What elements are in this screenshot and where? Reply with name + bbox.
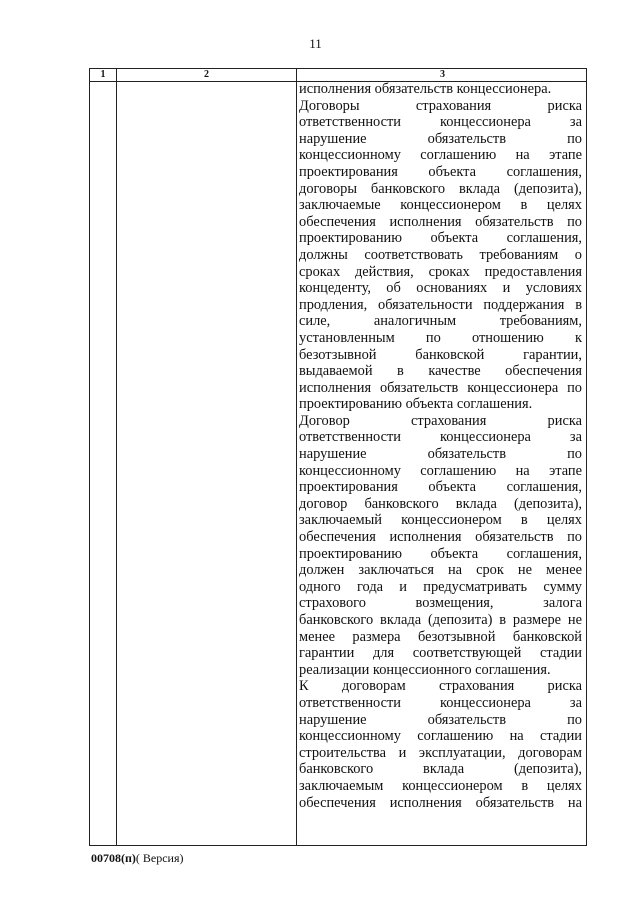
text-line: ответственности концессионера за (299, 114, 582, 131)
text-line: гарантии для соответствующей стадии (299, 645, 582, 662)
text-line: должен заключаться на срок не менее (299, 562, 582, 579)
text-line: безотзывной банковской гарантии, (299, 346, 582, 363)
column-divider (116, 69, 117, 845)
text-line: исполнения обязательств концессионера. (299, 81, 552, 97)
text-line: К договорам страхования риска (299, 678, 582, 695)
text-line: обеспечения исполнения обязательств на (299, 794, 582, 811)
footer (91, 851, 184, 866)
text-line: одного года и предусматривать сумму (299, 578, 582, 595)
text-line: проектированию объекта соглашения. (299, 396, 533, 413)
text-line: проектированию объекта соглашения, (299, 545, 582, 562)
column-header-3: 3 (440, 69, 445, 80)
text-line: силе, аналогичным требованиям, (299, 313, 582, 330)
document-code: 00708(п) (91, 851, 136, 865)
paragraph (299, 413, 582, 679)
text-line: концеденту, об основаниях и условиях (299, 280, 582, 297)
text-line: реализации концессионного соглашения. (299, 661, 551, 678)
text-line: ответственности концессионера за (299, 694, 582, 711)
text-line: заключаемые концессионером в целях (299, 197, 582, 214)
column-divider (296, 69, 297, 845)
text-line: сроках действия, сроках предоставления (299, 263, 582, 280)
text-line: строительства и эксплуатации, договорам (299, 744, 582, 761)
text-line: концессионному соглашению на стадии (299, 728, 582, 745)
text-line: концессионному соглашению на этапе (299, 462, 582, 479)
text-line: обеспечения исполнения обязательств по (299, 529, 582, 546)
text-line: нарушение обязательств по (299, 711, 582, 728)
column-3-text (299, 81, 582, 811)
text-line: нарушение обязательств по (299, 446, 582, 463)
text-line: Договоры страхования риска (299, 97, 582, 114)
text-line: Договор страхования риска (299, 412, 582, 429)
text-line: продления, обязательности поддержания в (299, 296, 582, 313)
text-line: исполнения обязательств концессионера по (299, 379, 582, 396)
paragraph (299, 81, 582, 98)
text-line: концессионному соглашению на этапе (299, 147, 582, 164)
paragraph (299, 98, 582, 413)
paragraph (299, 678, 582, 811)
text-line: ответственности концессионера за (299, 429, 582, 446)
text-line: проектирования объекта соглашения, (299, 163, 582, 180)
text-line: банковского вклада (депозита), (299, 761, 582, 778)
text-line: договоры банковского вклада (депозита), (299, 180, 582, 197)
text-line: обеспечения исполнения обязательств по (299, 213, 582, 230)
column-header-2: 2 (204, 69, 209, 80)
document-table (89, 68, 587, 846)
text-line: должны соответствовать требованиям о (299, 246, 582, 263)
text-line: банковского вклада (депозита) в размере не (299, 612, 582, 628)
text-line: проектирования объекта соглашения, (299, 479, 582, 496)
text-line: менее размера безотзывной банковской (299, 628, 582, 645)
text-line: нарушение обязательств по (299, 130, 582, 147)
text-line: договор банковского вклада (депозита), (299, 495, 582, 512)
text-line: установленным по отношению к (299, 329, 582, 346)
version-label: ( Версия) (135, 851, 184, 865)
text-line: страхового возмещения, залога (299, 595, 582, 612)
text-line: заключаемым концессионером в целях (299, 777, 582, 794)
text-line: выдаваемой в качестве обеспечения (299, 363, 582, 380)
text-line: проектированию объекта соглашения, (299, 230, 582, 247)
column-header-1: 1 (100, 69, 106, 80)
text-line: заключаемый концессионером в целях (299, 512, 582, 529)
page-number: 11 (309, 36, 322, 51)
